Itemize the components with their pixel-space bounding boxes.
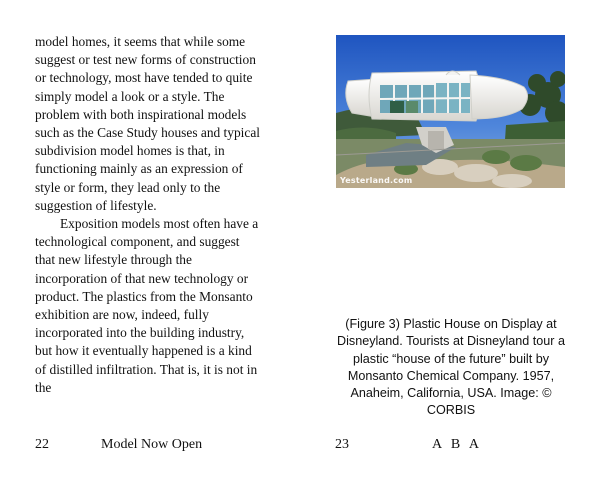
page-number-left: 22: [35, 437, 49, 452]
body-paragraph: Exposition models most often have a technological component, and suggest that new lifestyle through the incorporation of that new technology or product. The plastics from the Monsanto exhibition are now, indeed, fully incorporated into the building industry, but how it eventually happened is a kind of distilled infiltration. That is, it is not in the: [35, 216, 259, 395]
running-title-right: A B A: [432, 437, 483, 452]
house-of-the-future-photo: [336, 35, 565, 188]
body-paragraph-continued: model homes, it seems that while some suggest or test new forms of construction or technology, most have tended to quite simply model a look or a style. The problem with both inspirational models such as the Case Study houses and typical subdivision model homes is that, in functioning mainly as an expression of style or form, they lead only to the suggestion of lifestyle.: [35, 34, 260, 213]
figure-caption: (Figure 3) Plastic House on Display at Disneyland. Tourists at Disneyland tour a plastic “house of the future” built by Monsanto Chemical Company. 1957, Anaheim, California, USA. Image: © CORBIS: [337, 317, 565, 418]
page-number-right: 23: [335, 437, 349, 452]
body-text-column: [35, 33, 261, 397]
photo-watermark: Yesterland.com: [340, 176, 413, 185]
photo-illustration: [336, 35, 565, 188]
running-title-left: Model Now Open: [101, 437, 203, 452]
